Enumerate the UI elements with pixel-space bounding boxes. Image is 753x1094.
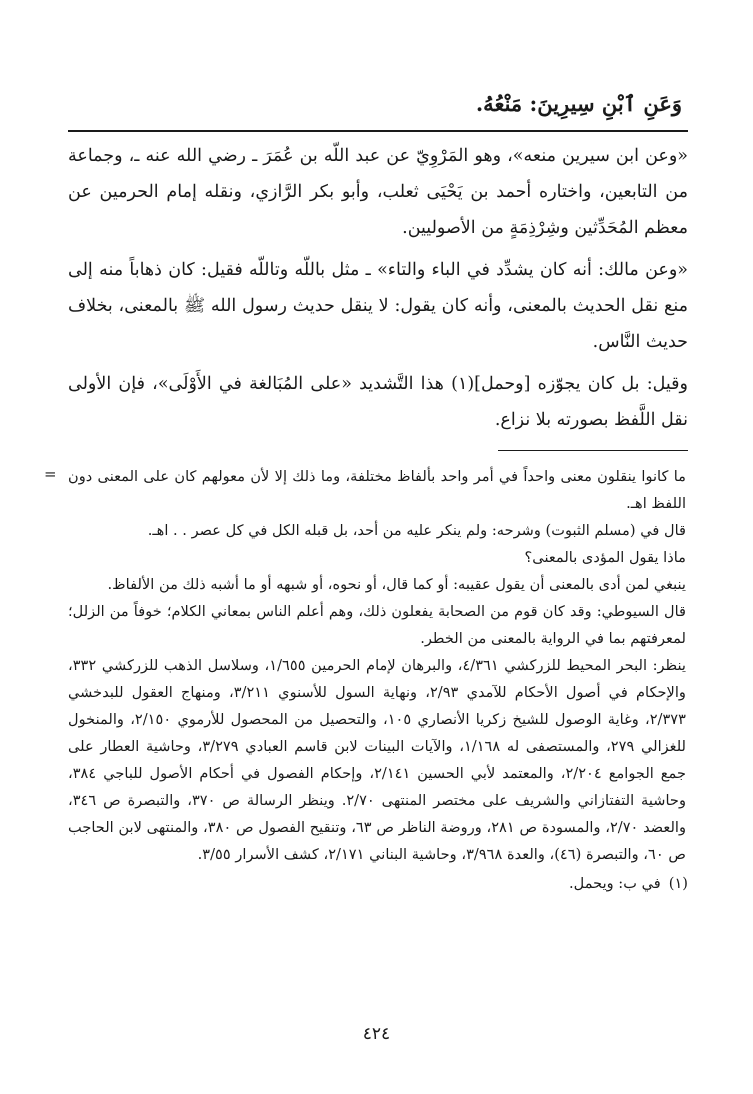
note-paragraph: ما كانوا ينقلون معنى واحداً في أمر واحد بألفاظ مختلفة، وما ذلك إلا لأن معولهم كان على المعنى دون اللفظ اهـ. bbox=[68, 468, 686, 512]
matn-line: وَعَنِ ٱبْنِ سِيرِينَ: مَنْعُهُ. bbox=[475, 91, 682, 116]
note-paragraph: ينظر: البحر المحيط للزركشي ٤/٣٦١، والبرهان لإمام الحرمين ١/٦٥٥، وسلاسل الذهب للزركشي ٣٣٢، والإحكام في أصول الأحكام للآمدي ٢/٩٣، ونهاية السول للأسنوي ٣/٢١١، ومنهاج العقول للبدخشي ٢/٣٧٣، وغاية الوصول للشيخ زكريا الأنصاري ١٠٥، والتحصيل من المحصول للأرموي ٢/١٥٠، والمنخول للغزالي ٢٧٩، والمستصفى له ١/١٦٨، والآيات البينات لابن قاسم العبادي ٣/٢٧٩، وحاشية العطار على جمع الجوامع ٢/٢٠٤، والمعتمد لأبي الحسين ٢/١٤١، وإحكام الفصول في أحكام الأصول للباجي ٣٨٤، وحاشية التفتازاني والشريف على مختصر المنتهى ٢/٧٠. وينظر الرسالة ص ٣٧٠، والتبصرة ص ٣٤٦، والعضد ٢/٧٠، والمسودة ص ٢٨١، وروضة الناظر ص ٦٣، وتنقيح الفصول ص ٣٨٠، والمنتهى لابن الحاجب ص ٦٠، والتبصرة (٤٦)، والعدة ٣/٩٦٨، وحاشية البناني ٢/١٧١، كشف الأسرار ٣/٥٥. bbox=[68, 657, 687, 863]
page-number: ٤٢٤ bbox=[362, 1024, 391, 1044]
matn-divider bbox=[68, 130, 688, 132]
note-paragraph: ماذا يقول المؤدى بالمعنى؟ bbox=[524, 549, 686, 566]
footnote-text: في ب: ويحمل. bbox=[569, 875, 661, 892]
commentary-paragraph: «وعن ابن سيرين منعه»، وهو المَرْوِيّ عن عبد اللّه بن عُمَرَ ـ رضي الله عنه ـ، وجماعة من التابعين، واختاره أحمد بن يَحْيَى ثعلب، وأبو بكر الرَّازي، ونقله إمام الحرمين عن معظم المُحَدِّثين وشِرْذِمَةٍ من الأصوليين. bbox=[68, 146, 688, 238]
footnote-number: (١) bbox=[668, 875, 688, 892]
note-paragraph: قال السيوطي: وقد كان قوم من الصحابة يفعلون ذلك، وهم أعلم الناس بمعاني الكلام؛ خوفاً من الزلل؛ لمعرفتهم بما في الرواية بالمعنى من الخطر. bbox=[68, 603, 686, 647]
page-body bbox=[44, 62, 688, 897]
commentary-paragraph: «وعن مالك: أنه كان يشدِّد في الباء والتاء» ـ مثل باللّه وتاللّه فقيل: كان ذهاباً منه إلى منع نقل الحديث بالمعنى، وأنه كان يقول: لا ينقل حديث رسول الله ﷺ بالمعنى، بخلاف حديث النَّاس. bbox=[68, 260, 688, 352]
footnotes bbox=[44, 463, 688, 897]
commentary-paragraph: وقيل: بل كان يجوّزه [وحمل](١) هذا التَّشديد «على المُبَالغة في الأَوْلَى»، فإن الأولى نقل اللَّفظ بصورته بلا نزاع. bbox=[68, 374, 688, 430]
note-paragraph: ينبغي لمن أدى بالمعنى أن يقول عقيبه: أو كما قال، أو نحوه، أو شبهه أو ما أشبه ذلك من الألفاظ. bbox=[107, 576, 686, 593]
note-paragraph: قال في (مسلم الثبوت) وشرحه: ولم ينكر عليه من أحد، بل قبله الكل في كل عصر . . اهـ. bbox=[147, 522, 686, 539]
continuation-marker: = bbox=[44, 465, 57, 483]
commentary bbox=[68, 138, 688, 438]
footnote-1 bbox=[68, 870, 688, 897]
notes-divider bbox=[498, 450, 688, 451]
